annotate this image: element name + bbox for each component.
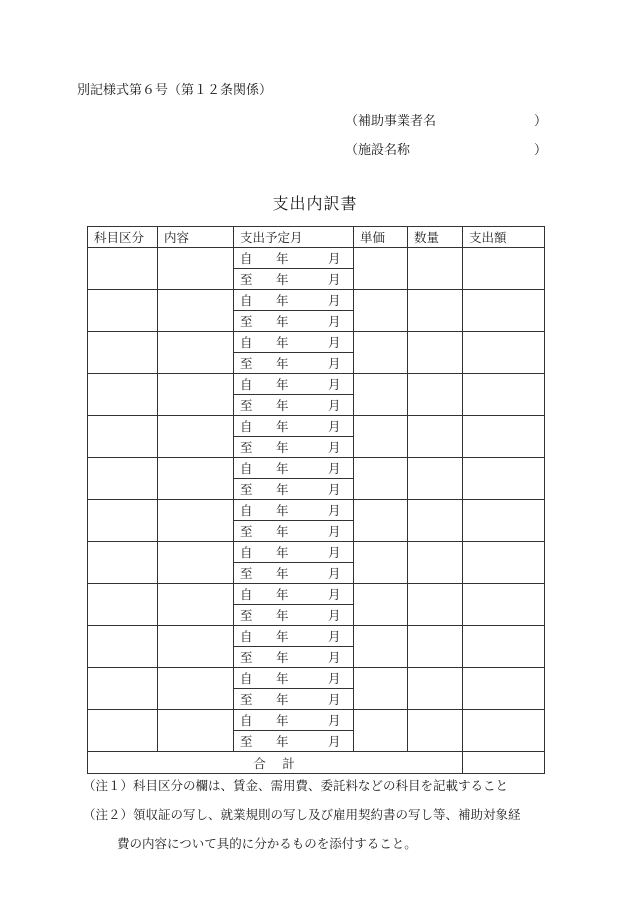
- period-to-label: 至: [240, 692, 253, 707]
- period-year-label: 年: [276, 272, 289, 287]
- period-year-label: 年: [276, 293, 289, 308]
- category-cell[interactable]: [88, 668, 158, 710]
- col-header-category: 科目区分: [88, 227, 158, 248]
- period-year-label: 年: [276, 629, 289, 644]
- period-year-label: 年: [276, 734, 289, 749]
- unit-price-cell[interactable]: [354, 332, 408, 374]
- col-header-content: 内容: [158, 227, 234, 248]
- period-from-label: 自: [240, 587, 253, 602]
- period-year-label: 年: [276, 398, 289, 413]
- period-from-label: 自: [240, 293, 253, 308]
- facility-close-paren: ）: [533, 143, 547, 158]
- content-cell[interactable]: [158, 542, 234, 584]
- period-year-label: 年: [276, 671, 289, 686]
- period-to-label: 至: [240, 566, 253, 581]
- content-cell[interactable]: [158, 710, 234, 752]
- period-to-cell[interactable]: [234, 311, 354, 332]
- table-row: [88, 710, 545, 731]
- period-year-label: 年: [276, 566, 289, 581]
- period-month-label: 月: [328, 671, 341, 686]
- unit-price-cell[interactable]: [354, 668, 408, 710]
- period-month-label: 月: [328, 272, 341, 287]
- period-to-cell[interactable]: [234, 689, 354, 710]
- period-to-cell[interactable]: [234, 437, 354, 458]
- col-header-unit-price: 単価: [354, 227, 408, 248]
- period-to-label: 至: [240, 398, 253, 413]
- period-to-cell[interactable]: [234, 353, 354, 374]
- amount-cell[interactable]: [463, 416, 545, 458]
- period-from-label: 自: [240, 335, 253, 350]
- period-to-cell[interactable]: [234, 395, 354, 416]
- period-from-cell[interactable]: [234, 710, 354, 731]
- document-title: 支出内訳書: [272, 194, 358, 213]
- content-cell[interactable]: [158, 248, 234, 290]
- period-to-cell[interactable]: [234, 521, 354, 542]
- period-from-cell[interactable]: [234, 416, 354, 437]
- content-cell[interactable]: [158, 416, 234, 458]
- period-from-cell[interactable]: [234, 542, 354, 563]
- period-month-label: 月: [328, 503, 341, 518]
- period-from-label: 自: [240, 629, 253, 644]
- period-from-label: 自: [240, 713, 253, 728]
- category-cell[interactable]: [88, 626, 158, 668]
- period-to-cell[interactable]: [234, 269, 354, 290]
- period-from-label: 自: [240, 461, 253, 476]
- period-to-label: 至: [240, 524, 253, 539]
- content-cell[interactable]: [158, 668, 234, 710]
- unit-price-cell[interactable]: [354, 542, 408, 584]
- quantity-cell[interactable]: [408, 668, 463, 710]
- period-year-label: 年: [276, 356, 289, 371]
- period-to-label: 至: [240, 608, 253, 623]
- period-year-label: 年: [276, 440, 289, 455]
- period-month-label: 月: [328, 713, 341, 728]
- content-cell[interactable]: [158, 290, 234, 332]
- unit-price-cell[interactable]: [354, 584, 408, 626]
- period-month-label: 月: [328, 545, 341, 560]
- content-cell[interactable]: [158, 500, 234, 542]
- quantity-cell[interactable]: [408, 248, 463, 290]
- period-from-label: 自: [240, 503, 253, 518]
- applicant-name-label: （補助事業者名: [345, 114, 437, 129]
- period-year-label: 年: [276, 650, 289, 665]
- amount-cell[interactable]: [463, 500, 545, 542]
- quantity-cell[interactable]: [408, 542, 463, 584]
- facility-name-field: [345, 139, 547, 158]
- quantity-cell[interactable]: [408, 500, 463, 542]
- category-cell[interactable]: [88, 416, 158, 458]
- period-from-cell[interactable]: [234, 374, 354, 395]
- period-month-label: 月: [328, 398, 341, 413]
- category-cell[interactable]: [88, 374, 158, 416]
- amount-cell[interactable]: [463, 626, 545, 668]
- period-year-label: 年: [276, 377, 289, 392]
- period-year-label: 年: [276, 335, 289, 350]
- unit-price-cell[interactable]: [354, 374, 408, 416]
- table-row: [88, 668, 545, 689]
- period-to-cell[interactable]: [234, 647, 354, 668]
- period-month-label: 月: [328, 692, 341, 707]
- period-from-label: 自: [240, 419, 253, 434]
- note-2: （注２）領収証の写し、就業規則の写し及び雇用契約書の写し等、補助対象経: [83, 807, 521, 822]
- period-year-label: 年: [276, 713, 289, 728]
- period-month-label: 月: [328, 566, 341, 581]
- table-row: [88, 248, 545, 269]
- table-row: [88, 290, 545, 311]
- unit-price-cell[interactable]: [354, 290, 408, 332]
- category-cell[interactable]: [88, 500, 158, 542]
- amount-cell[interactable]: [463, 584, 545, 626]
- period-to-label: 至: [240, 440, 253, 455]
- period-year-label: 年: [276, 587, 289, 602]
- period-year-label: 年: [276, 314, 289, 329]
- quantity-cell[interactable]: [408, 374, 463, 416]
- amount-cell[interactable]: [463, 248, 545, 290]
- period-month-label: 月: [328, 461, 341, 476]
- note-2-continued: 費の内容について具的に分かるものを添付すること。: [117, 836, 417, 851]
- table-row: [88, 584, 545, 605]
- period-month-label: 月: [328, 734, 341, 749]
- period-to-cell[interactable]: [234, 605, 354, 626]
- period-year-label: 年: [276, 251, 289, 266]
- content-cell[interactable]: [158, 584, 234, 626]
- total-row: [88, 752, 545, 774]
- quantity-cell[interactable]: [408, 416, 463, 458]
- col-header-amount: 支出額: [463, 227, 545, 248]
- applicant-close-paren: ）: [533, 114, 547, 129]
- period-year-label: 年: [276, 692, 289, 707]
- content-cell[interactable]: [158, 626, 234, 668]
- period-to-label: 至: [240, 272, 253, 287]
- period-month-label: 月: [328, 482, 341, 497]
- period-from-cell[interactable]: [234, 458, 354, 479]
- form-number: 別記様式第６号（第１２条関係）: [77, 83, 273, 98]
- facility-name-label: （施設名称: [345, 143, 411, 158]
- period-from-label: 自: [240, 671, 253, 686]
- period-month-label: 月: [328, 335, 341, 350]
- period-to-label: 至: [240, 314, 253, 329]
- period-from-cell[interactable]: [234, 500, 354, 521]
- category-cell[interactable]: [88, 248, 158, 290]
- note-1: （注１）科目区分の欄は、賃金、需用費、委託料などの科目を記載すること: [83, 778, 509, 793]
- period-month-label: 月: [328, 650, 341, 665]
- period-to-cell[interactable]: [234, 479, 354, 500]
- period-from-cell[interactable]: [234, 626, 354, 647]
- table-row: [88, 458, 545, 479]
- quantity-cell[interactable]: [408, 290, 463, 332]
- category-cell[interactable]: [88, 458, 158, 500]
- unit-price-cell[interactable]: [354, 626, 408, 668]
- period-month-label: 月: [328, 629, 341, 644]
- period-year-label: 年: [276, 545, 289, 560]
- period-month-label: 月: [328, 440, 341, 455]
- period-year-label: 年: [276, 482, 289, 497]
- expenditure-table: [87, 226, 545, 774]
- amount-cell[interactable]: [463, 668, 545, 710]
- period-month-label: 月: [328, 251, 341, 266]
- period-from-label: 自: [240, 545, 253, 560]
- quantity-cell[interactable]: [408, 458, 463, 500]
- category-cell[interactable]: [88, 584, 158, 626]
- applicant-name-field: [345, 110, 547, 129]
- period-month-label: 月: [328, 356, 341, 371]
- period-month-label: 月: [328, 377, 341, 392]
- table-row: [88, 542, 545, 563]
- period-to-label: 至: [240, 356, 253, 371]
- table-row: [88, 500, 545, 521]
- period-month-label: 月: [328, 293, 341, 308]
- period-to-cell[interactable]: [234, 731, 354, 752]
- period-month-label: 月: [328, 314, 341, 329]
- period-year-label: 年: [276, 419, 289, 434]
- category-cell[interactable]: [88, 710, 158, 752]
- unit-price-cell[interactable]: [354, 416, 408, 458]
- period-to-label: 至: [240, 482, 253, 497]
- col-header-planned-month: 支出予定月: [234, 227, 354, 248]
- period-from-cell[interactable]: [234, 248, 354, 269]
- amount-cell[interactable]: [463, 374, 545, 416]
- period-year-label: 年: [276, 524, 289, 539]
- table-row: [88, 626, 545, 647]
- period-year-label: 年: [276, 503, 289, 518]
- period-from-cell[interactable]: [234, 668, 354, 689]
- period-from-cell[interactable]: [234, 584, 354, 605]
- period-from-cell[interactable]: [234, 290, 354, 311]
- period-to-label: 至: [240, 650, 253, 665]
- period-month-label: 月: [328, 587, 341, 602]
- category-cell[interactable]: [88, 332, 158, 374]
- total-amount-cell[interactable]: [463, 752, 545, 774]
- total-label: 合 計: [88, 752, 463, 774]
- period-month-label: 月: [328, 419, 341, 434]
- table-row: [88, 374, 545, 395]
- quantity-cell[interactable]: [408, 626, 463, 668]
- period-from-cell[interactable]: [234, 332, 354, 353]
- amount-cell[interactable]: [463, 290, 545, 332]
- category-cell[interactable]: [88, 542, 158, 584]
- amount-cell[interactable]: [463, 332, 545, 374]
- period-from-label: 自: [240, 377, 253, 392]
- category-cell[interactable]: [88, 290, 158, 332]
- period-to-cell[interactable]: [234, 563, 354, 584]
- quantity-cell[interactable]: [408, 710, 463, 752]
- unit-price-cell[interactable]: [354, 458, 408, 500]
- unit-price-cell[interactable]: [354, 710, 408, 752]
- unit-price-cell[interactable]: [354, 500, 408, 542]
- period-year-label: 年: [276, 461, 289, 476]
- amount-cell[interactable]: [463, 542, 545, 584]
- content-cell[interactable]: [158, 332, 234, 374]
- period-year-label: 年: [276, 608, 289, 623]
- quantity-cell[interactable]: [408, 332, 463, 374]
- unit-price-cell[interactable]: [354, 248, 408, 290]
- quantity-cell[interactable]: [408, 584, 463, 626]
- content-cell[interactable]: [158, 374, 234, 416]
- table-header-row: [88, 227, 545, 248]
- table-row: [88, 416, 545, 437]
- table-row: [88, 332, 545, 353]
- col-header-quantity: 数量: [408, 227, 463, 248]
- content-cell[interactable]: [158, 458, 234, 500]
- period-month-label: 月: [328, 524, 341, 539]
- amount-cell[interactable]: [463, 458, 545, 500]
- amount-cell[interactable]: [463, 710, 545, 752]
- period-to-label: 至: [240, 734, 253, 749]
- period-from-label: 自: [240, 251, 253, 266]
- period-month-label: 月: [328, 608, 341, 623]
